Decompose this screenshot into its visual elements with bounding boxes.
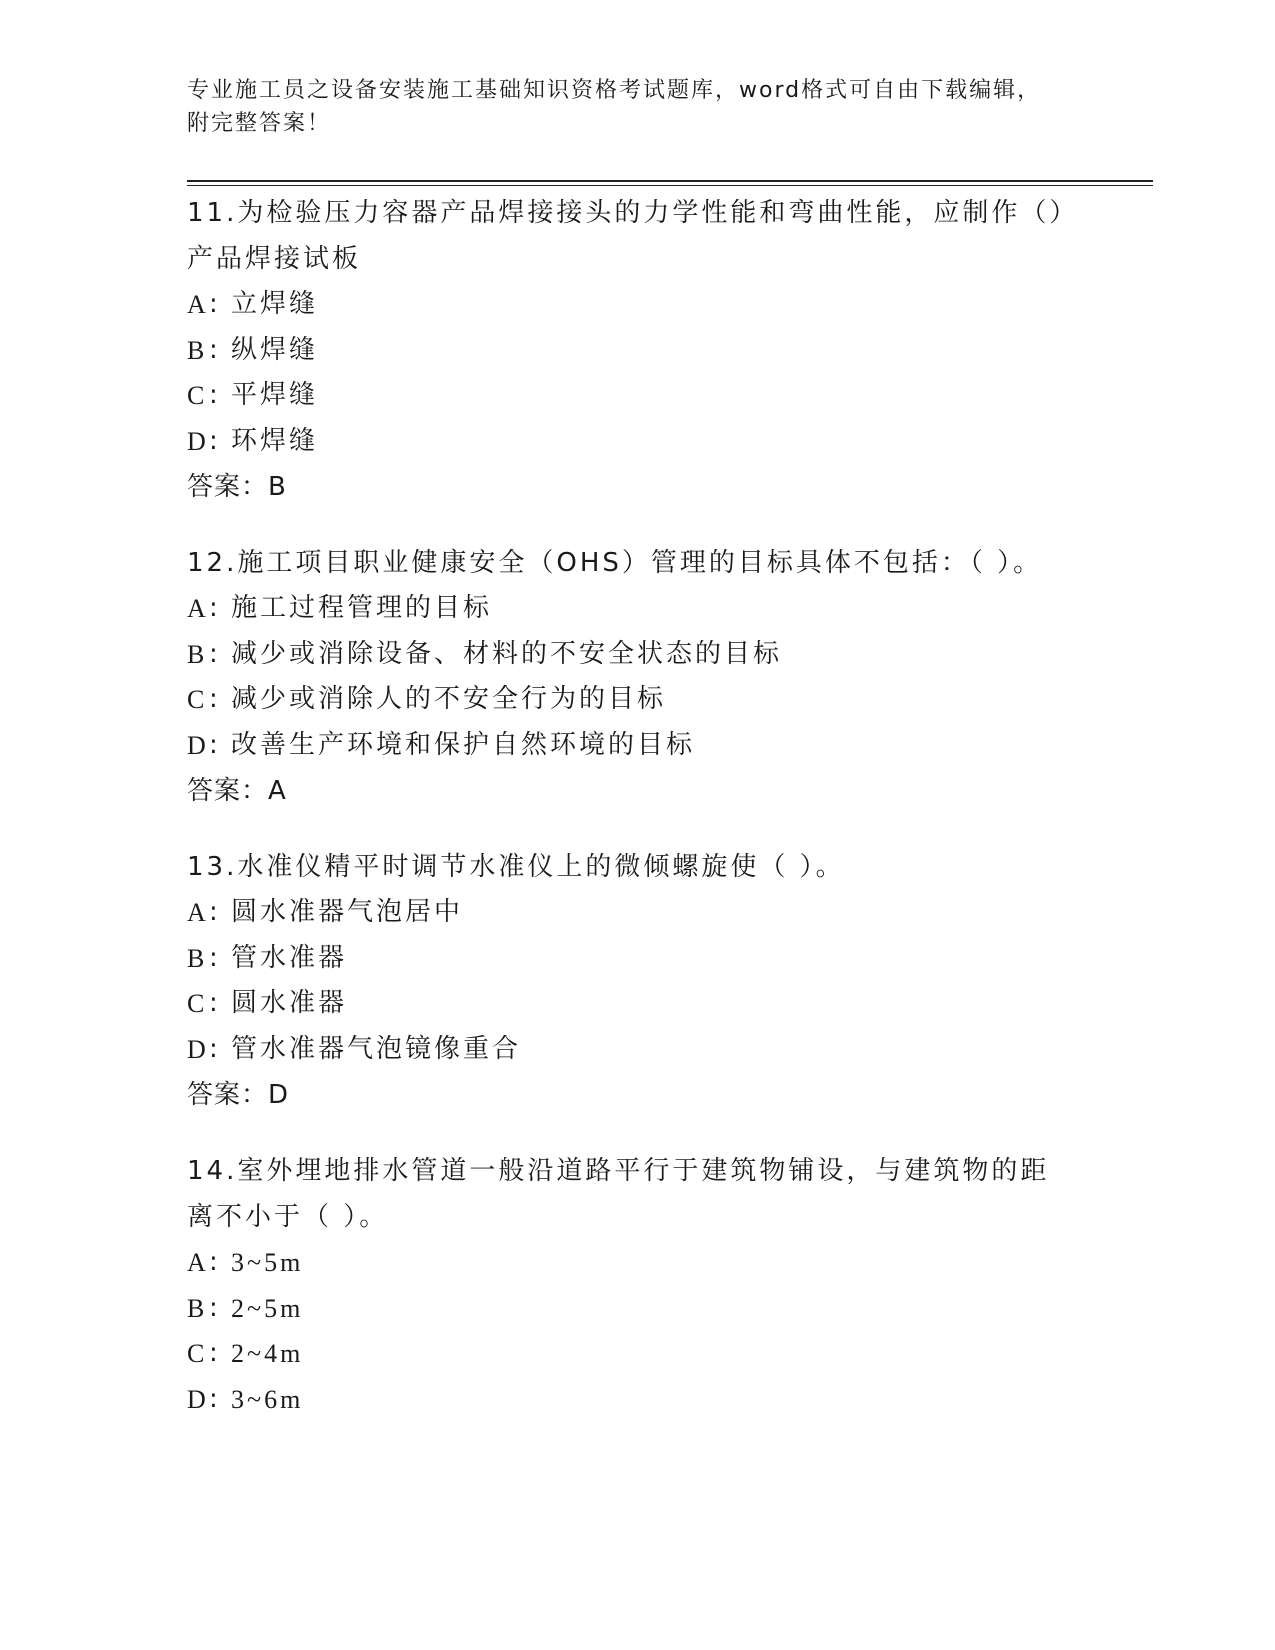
option-text: 环焊缝 [231,425,319,456]
question-11 [187,190,1087,510]
option-key: D [187,426,206,456]
answer-line: 答案：B [187,472,287,502]
answer-line: 答案：D [187,1080,290,1110]
option-a: A : 圆水准器气泡居中 [187,890,1087,936]
option-key: C [187,1339,205,1368]
option-text: 纵焊缝 [231,334,319,365]
option-b: B : 减少或消除设备、材料的不安全状态的目标 [187,632,1087,678]
option-text: 改善生产环境和保护自然环境的目标 [231,729,696,760]
option-text: 3~5m [231,1248,304,1277]
option-key: B [187,943,205,973]
option-text: 立焊缝 [231,289,319,319]
option-key: A [187,1248,206,1277]
option-text: 3~6m [231,1384,304,1414]
question-stem: 14.室外埋地排水管道一般沿道路平行于建筑物铺设，与建筑物的距离不小于（ ）。 [187,1156,1050,1232]
option-key: C [187,685,205,714]
option-a: A : 施工过程管理的目标 [187,586,1087,632]
option-a: A : 3~5m [187,1240,1087,1286]
option-text: 减少或消除人的不安全行为的目标 [231,684,667,714]
question-list [187,190,1087,1452]
option-key: D [187,730,206,760]
option-text: 管水准器 [231,942,348,973]
option-text: 圆水准器 [231,988,348,1018]
header-divider-thick [187,180,1153,182]
option-text: 2~4m [231,1339,304,1368]
question-12 [187,540,1087,814]
option-d: D : 管水准器气泡镜像重合 [187,1027,1087,1073]
option-c: C : 减少或消除人的不安全行为的目标 [187,677,1087,723]
header-title-line2: 附完整答案！ [187,111,332,136]
option-key: C [187,989,205,1018]
question-13 [187,844,1087,1118]
option-key: A [187,898,206,927]
option-c: C : 2~4m [187,1331,1087,1377]
option-d: D : 环焊缝 [187,419,1087,465]
option-text: 平焊缝 [231,380,319,410]
option-key: A [187,290,206,319]
option-key: B [187,1293,205,1323]
option-key: B [187,335,205,365]
option-key: A [187,594,206,623]
question-stem: 11.为检验压力容器产品焊接接头的力学性能和弯曲性能，应制作（）产品焊接试板 [187,198,1066,274]
option-b: B : 纵焊缝 [187,328,1087,374]
option-text: 圆水准器气泡居中 [231,897,464,927]
option-c: C : 圆水准器 [187,981,1087,1027]
option-key: C [187,381,205,410]
option-key: D [187,1034,206,1064]
option-text: 减少或消除设备、材料的不安全状态的目标 [231,638,783,669]
option-text: 管水准器气泡镜像重合 [231,1033,522,1064]
option-key: B [187,639,205,669]
question-stem: 12.施工项目职业健康安全（OHS）管理的目标具体不包括：（ ）。 [187,548,1043,578]
option-c: C : 平焊缝 [187,373,1087,419]
option-key: D [187,1384,206,1414]
answer-line: 答案：A [187,776,287,806]
document-header [187,74,1067,140]
option-b: B : 管水准器 [187,936,1087,982]
option-b: B : 2~5m [187,1286,1087,1332]
option-text: 2~5m [231,1293,304,1323]
option-text: 施工过程管理的目标 [231,593,493,623]
option-d: D : 改善生产环境和保护自然环境的目标 [187,723,1087,769]
header-title-line1: 专业施工员之设备安装施工基础知识资格考试题库，word格式可自由下载编辑， [187,78,1042,103]
question-stem: 13.水准仪精平时调节水准仪上的微倾螺旋使（ ）。 [187,852,845,882]
option-a: A : 立焊缝 [187,282,1087,328]
question-14 [187,1148,1087,1422]
option-d: D : 3~6m [187,1377,1087,1423]
header-divider-thin [187,185,1153,186]
